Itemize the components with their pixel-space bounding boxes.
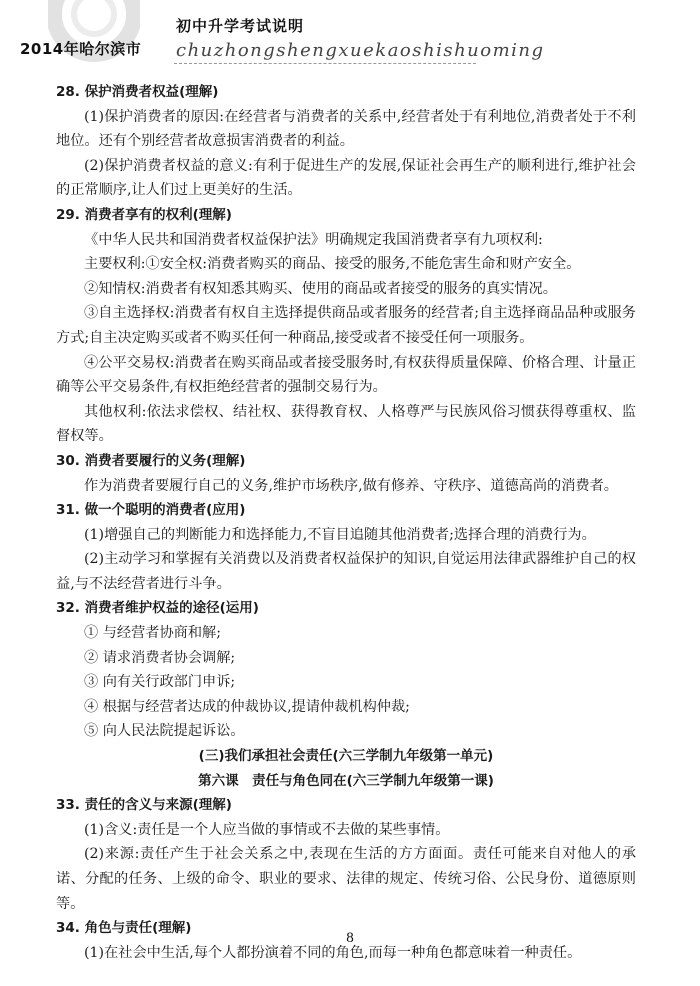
paragraph: ④ 根据与经营者达成的仲裁协议,提请仲裁机构仲裁; (84, 698, 410, 715)
paragraph: (2)保护消费者权益的意义:有利于促进生产的发展,保证社会再生产的顺利进行,维护社会的正常顺序,让人们过上更美好的生活。 (56, 157, 636, 199)
section-heading: 29. 消费者享有的权利(理解) (56, 206, 232, 223)
paragraph: (1)增强自己的判断能力和选择能力,不盲目追随其他消费者;选择合理的消费行为。 (84, 526, 596, 543)
decorative-ring-logo-icon (48, 0, 140, 70)
paragraph: (1)含义:责任是一个人应当做的事情或不去做的某些事情。 (84, 821, 450, 838)
section-heading: 34. 角色与责任(理解) (56, 920, 192, 937)
chapter-heading: 第六课 责任与角色同在(六三学制九年级第一课) (198, 772, 494, 789)
paragraph: ② 请求消费者协会调解; (84, 649, 236, 666)
section-heading: 32. 消费者维护权益的途径(运用) (56, 600, 259, 617)
page-header (0, 0, 700, 70)
chapter-heading: (三)我们承担社会责任(六三学制九年级第一单元) (198, 748, 494, 765)
paragraph: 作为消费者要履行自己的义务,维护市场秩序,做有修养、守秩序、道德高尚的消费者。 (84, 477, 618, 494)
paragraph: 其他权利:依法求偿权、结社权、获得教育权、人格尊严与民族风俗习惯获得尊重权、监督权等。 (56, 403, 636, 445)
section-heading: 28. 保护消费者权益(理解) (56, 84, 219, 100)
paragraph: (2)主动学习和掌握有关消费以及消费者权益保护的知识,自觉运用法律武器维护自己的权益,与不法经营者进行斗争。 (56, 551, 636, 592)
paragraph: (1)保护消费者的原因:在经营者与消费者的关系中,经营者处于有利地位,消费者处于不利地位。还有个别经营者故意损害消费者的利益。 (56, 108, 636, 150)
paragraph: ④公平交易权:消费者在购买商品或者接受服务时,有权获得质量保障、价格合理、计量正确等公平交易条件,有权拒绝经营者的强制交易行为。 (56, 354, 636, 396)
section-heading: 30. 消费者要履行的义务(理解) (56, 452, 246, 469)
header-title: 初中升学考试说明 (176, 17, 305, 35)
paragraph: (2)来源:责任产生于社会关系之中,表现在生活的方方面面。责任可能来自对他人的承诺、分配的任务、上级的命令、职业的要求、法律的规定、传统习俗、公民身份、道德原则等。 (56, 846, 636, 912)
paragraph: ⑤ 向人民法院提起诉讼。 (84, 723, 245, 740)
page-body (56, 80, 636, 965)
page-number: 8 (346, 930, 354, 946)
header-year-label: 2014年哈尔滨市 (20, 40, 142, 58)
paragraph: ③自主选择权:消费者有权自主选择提供商品或者服务的经营者;自主选择商品品种或服务方式;自主决定购买或者不购买任何一种商品,接受或者不接受任何一项服务。 (56, 305, 636, 346)
section-heading: 31. 做一个聪明的消费者(应用) (56, 502, 246, 519)
paragraph: 《中华人民共和国消费者权益保护法》明确规定我国消费者享有九项权利: (84, 231, 543, 248)
paragraph: 主要权利:①安全权:消费者购买的商品、接受的服务,不能危害生命和财产安全。 (84, 256, 581, 273)
paragraph: ②知情权:消费者有权知悉其购买、使用的商品或者接受的服务的真实情况。 (84, 280, 557, 297)
header-pinyin: chuzhongshengxuekaoshishuoming (176, 40, 545, 61)
paragraph: ③ 向有关行政部门申诉; (84, 674, 236, 691)
header-divider (174, 63, 476, 64)
section-heading: 33. 责任的含义与来源(理解) (56, 797, 232, 814)
paragraph: ① 与经营者协商和解; (84, 625, 221, 642)
paragraph: (1)在社会中生活,每个人都扮演着不同的角色,而每一种角色都意味着一种责任。 (84, 944, 582, 961)
